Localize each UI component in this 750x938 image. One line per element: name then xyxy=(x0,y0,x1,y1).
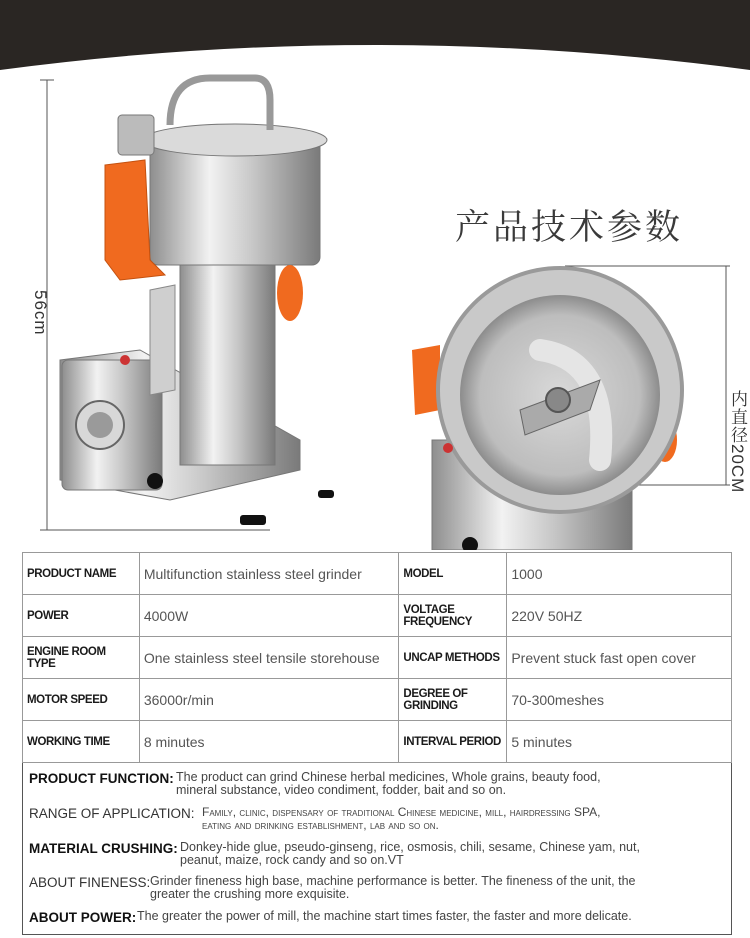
product-hero xyxy=(0,60,750,550)
spec-key: VOLTAGE FREQUENCY xyxy=(399,595,507,637)
table-row xyxy=(23,637,732,679)
spec-key: ENGINE ROOM TYPE xyxy=(23,637,140,679)
note-text: Family, clinic, dispensary of traditional Chinese medicine, mill, hairdressing SPA, eating and drinking establishment, lab and so on. xyxy=(202,805,601,832)
spec-key: MODEL xyxy=(399,553,507,595)
spec-key: UNCAP METHODS xyxy=(399,637,507,679)
spec-value: Prevent stuck fast open cover xyxy=(507,637,732,679)
spec-value: 36000r/min xyxy=(139,679,399,721)
spec-key: INTERVAL PERIOD xyxy=(399,721,507,763)
note-label: RANGE OF APPLICATION: xyxy=(29,806,195,821)
spec-value: One stainless steel tensile storehouse xyxy=(139,637,399,679)
inner-diameter-label: 内直径20CM xyxy=(728,390,747,494)
table-row xyxy=(23,553,732,595)
note-text: Grinder fineness high base, machine performance is better. The fineness of the unit, the greater the crushing more exquisite. xyxy=(150,874,636,901)
table-row xyxy=(23,679,732,721)
note-label: MATERIAL CRUSHING: xyxy=(29,841,178,856)
note-label: ABOUT POWER: xyxy=(29,910,137,925)
grinder-illustration xyxy=(0,60,750,550)
spec-key: PRODUCT NAME xyxy=(23,553,140,595)
spec-value: 4000W xyxy=(139,595,399,637)
note-text: Donkey-hide glue, pseudo-ginseng, rice, osmosis, chili, sesame, Chinese yam, nut, peanut, maize, rock candy and so on.VT xyxy=(180,840,640,867)
table-row xyxy=(23,721,732,763)
height-label: 56cm xyxy=(31,290,50,336)
spec-value: 8 minutes xyxy=(139,721,399,763)
product-notes xyxy=(22,763,732,935)
parameters-title: 产品技术参数 xyxy=(455,208,684,248)
grinder-top-view xyxy=(412,268,682,550)
spec-table xyxy=(22,552,732,763)
note-label: PRODUCT FUNCTION: xyxy=(29,771,174,786)
spec-value: 5 minutes xyxy=(507,721,732,763)
spec-key: DEGREE OF GRINDING xyxy=(399,679,507,721)
grinder-front-view xyxy=(60,78,334,525)
spec-key: MOTOR SPEED xyxy=(23,679,140,721)
spec-key: WORKING TIME xyxy=(23,721,140,763)
spec-value: 1000 xyxy=(507,553,732,595)
spec-value: 220V 50HZ xyxy=(507,595,732,637)
note-label: ABOUT FINENESS: xyxy=(29,875,151,890)
table-row xyxy=(23,595,732,637)
spec-value: Multifunction stainless steel grinder xyxy=(139,553,399,595)
spec-value: 70-300meshes xyxy=(507,679,732,721)
note-text: The greater the power of mill, the machine start times faster, the faster and more delicate. xyxy=(137,909,632,923)
spec-key: POWER xyxy=(23,595,140,637)
note-text: The product can grind Chinese herbal medicines, Whole grains, beauty food, mineral substance, video condiment, fodder, bait and so on. xyxy=(176,770,601,797)
